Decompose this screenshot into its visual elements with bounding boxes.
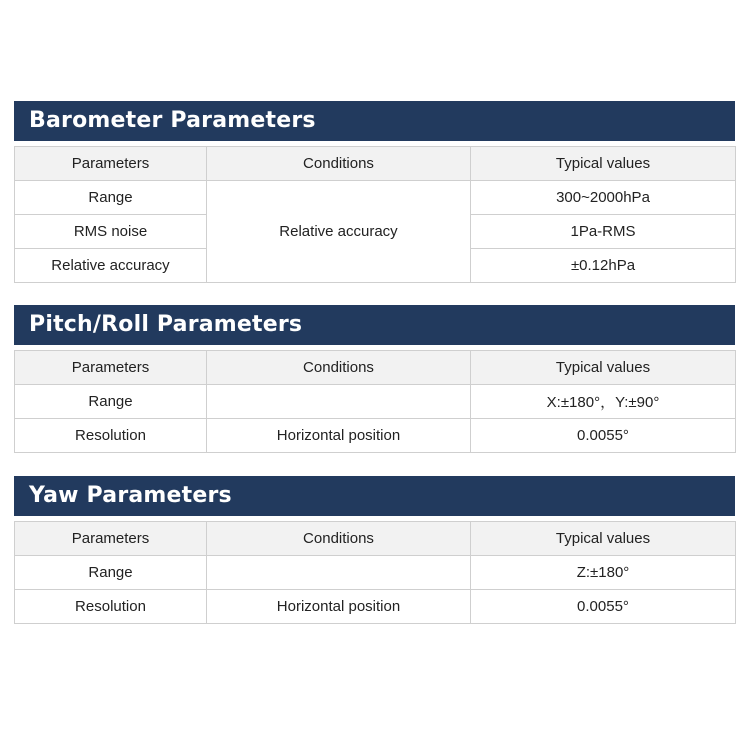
- yaw-table: [14, 521, 736, 624]
- parameter-cell: Resolution: [15, 419, 207, 453]
- table-header-row: [15, 351, 736, 385]
- value-cell: ±0.12hPa: [471, 249, 736, 283]
- yaw-section: [14, 476, 735, 624]
- column-header-typical-values: Typical values: [471, 147, 736, 181]
- value-cell: 1Pa-RMS: [471, 215, 736, 249]
- condition-cell: Horizontal position: [207, 419, 471, 453]
- column-header-parameters: Parameters: [15, 351, 207, 385]
- table-header-row: [15, 522, 736, 556]
- column-header-typical-values: Typical values: [471, 522, 736, 556]
- column-header-typical-values: Typical values: [471, 351, 736, 385]
- value-cell: 0.0055°: [471, 419, 736, 453]
- table-row: [15, 590, 736, 624]
- column-header-parameters: Parameters: [15, 147, 207, 181]
- condition-cell: [207, 385, 471, 419]
- condition-cell: Horizontal position: [207, 590, 471, 624]
- barometer-section: [14, 101, 735, 283]
- column-header-conditions: Conditions: [207, 522, 471, 556]
- barometer-section-title: Barometer Parameters: [14, 101, 735, 141]
- value-cell: 300~2000hPa: [471, 181, 736, 215]
- condition-cell: Relative accuracy: [207, 181, 471, 283]
- condition-cell: [207, 556, 471, 590]
- table-row: [15, 385, 736, 419]
- value-cell: 0.0055°: [471, 590, 736, 624]
- column-header-parameters: Parameters: [15, 522, 207, 556]
- parameter-cell: RMS noise: [15, 215, 207, 249]
- table-row: [15, 181, 736, 215]
- barometer-table: [14, 146, 736, 283]
- column-header-conditions: Conditions: [207, 147, 471, 181]
- parameter-cell: Resolution: [15, 590, 207, 624]
- column-header-conditions: Conditions: [207, 351, 471, 385]
- pitch-roll-table: [14, 350, 736, 453]
- parameter-cell: Relative accuracy: [15, 249, 207, 283]
- parameter-cell: Range: [15, 385, 207, 419]
- parameter-cell: Range: [15, 181, 207, 215]
- pitch-roll-section: [14, 305, 735, 453]
- parameter-cell: Range: [15, 556, 207, 590]
- yaw-section-title: Yaw Parameters: [14, 476, 735, 516]
- pitch-roll-section-title: Pitch/Roll Parameters: [14, 305, 735, 345]
- value-cell: X:±180°，Y:±90°: [471, 385, 736, 419]
- table-row: [15, 556, 736, 590]
- table-header-row: [15, 147, 736, 181]
- value-cell: Z:±180°: [471, 556, 736, 590]
- table-row: [15, 419, 736, 453]
